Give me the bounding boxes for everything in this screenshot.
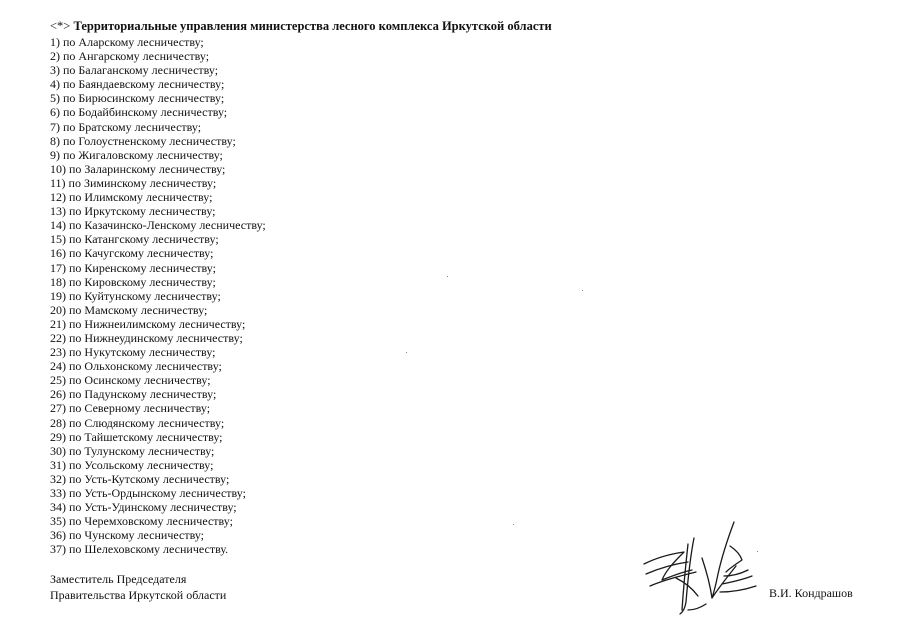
list-item: 2) по Ангарскому лесничеству; (50, 49, 210, 64)
heading-title: Территориальные управления министерства лесного комплекса Иркутской области (73, 19, 552, 33)
list-item: 36) по Чунскому лесничеству; (50, 528, 204, 543)
list-item: 23) по Нукутскому лесничеству; (50, 345, 216, 360)
list-item: 24) по Ольхонскому лесничеству; (50, 359, 222, 374)
list-item: 10) по Заларинскому лесничеству; (50, 161, 226, 176)
list-item: 34) по Усть-Удинскому лесничеству; (50, 500, 237, 515)
list-item: 35) по Черемховскому лесничеству; (50, 514, 233, 529)
list-item: 33) по Усть-Ордынскому лесничеству; (50, 486, 246, 500)
list-item: 16) по Качугскому лесничеству; (50, 246, 214, 261)
list-item: 20) по Мамскому лесничеству; (50, 302, 208, 317)
signer-position-line-2: Правительства Иркутской области (50, 588, 227, 602)
list-item: 14) по Казачинско-Ленскому лесничеству; (50, 218, 266, 233)
list-item: 30) по Тулунскому лесничеству; (50, 443, 215, 458)
list-item: 12) по Илимскому лесничеству; (50, 190, 213, 205)
document-heading (50, 19, 552, 33)
list-item: 37) по Шелеховскому лесничеству. (50, 542, 229, 557)
list-item: 32) по Усть-Кутскому лесничеству; (50, 471, 230, 486)
signer-name: В.И. Кондрашов (769, 586, 853, 600)
list-item: 4) по Баяндаевскому лесничеству; (50, 77, 225, 92)
forestry-list (50, 35, 266, 556)
list-item: 26) по Падунскому лесничеству; (50, 387, 217, 402)
list-item: 21) по Нижнеилимскому лесничеству; (50, 316, 246, 331)
list-item: 29) по Тайшетскому лесничеству; (50, 429, 223, 444)
list-item: 28) по Слюдянскому лесничеству; (50, 415, 225, 430)
footnote-marker: <*> (50, 19, 71, 33)
list-item: 17) по Киренскому лесничеству; (50, 260, 216, 275)
list-item: 11) по Зиминскому лесничеству; (50, 175, 217, 190)
list-item: 25) по Осинскому лесничеству; (50, 373, 211, 388)
signer-position-line-1: Заместитель Председателя (50, 572, 187, 586)
list-item: 18) по Кировскому лесничеству; (50, 274, 216, 289)
scan-speck (757, 551, 758, 552)
list-item: 7) по Братскому лесничеству; (50, 119, 202, 134)
scan-speck (582, 290, 583, 291)
list-item: 27) по Северному лесничеству; (50, 401, 211, 416)
list-item: 22) по Нижнеудинскому лесничеству; (50, 330, 243, 345)
signature-block (50, 571, 226, 603)
list-item: 6) по Бодайбинскому лесничеству; (50, 105, 228, 120)
scan-speck (406, 352, 407, 353)
list-item: 13) по Иркутскому лесничеству; (50, 204, 216, 219)
scan-speck (513, 524, 514, 525)
list-item: 5) по Бирюсинскому лесничеству; (50, 91, 225, 106)
list-item: 8) по Голоустненскому лесничеству; (50, 133, 236, 148)
list-item: 1) по Аларскому лесничеству; (50, 35, 204, 49)
list-item: 9) по Жигаловскому лесничеству; (50, 147, 223, 162)
list-item: 31) по Усольскому лесничеству; (50, 457, 214, 472)
scan-speck (447, 276, 448, 277)
list-item: 19) по Куйтунскому лесничеству; (50, 288, 221, 303)
list-item: 15) по Катангскому лесничеству; (50, 232, 219, 247)
handwritten-signature (636, 518, 766, 616)
list-item: 3) по Балаганскому лесничеству; (50, 63, 219, 78)
